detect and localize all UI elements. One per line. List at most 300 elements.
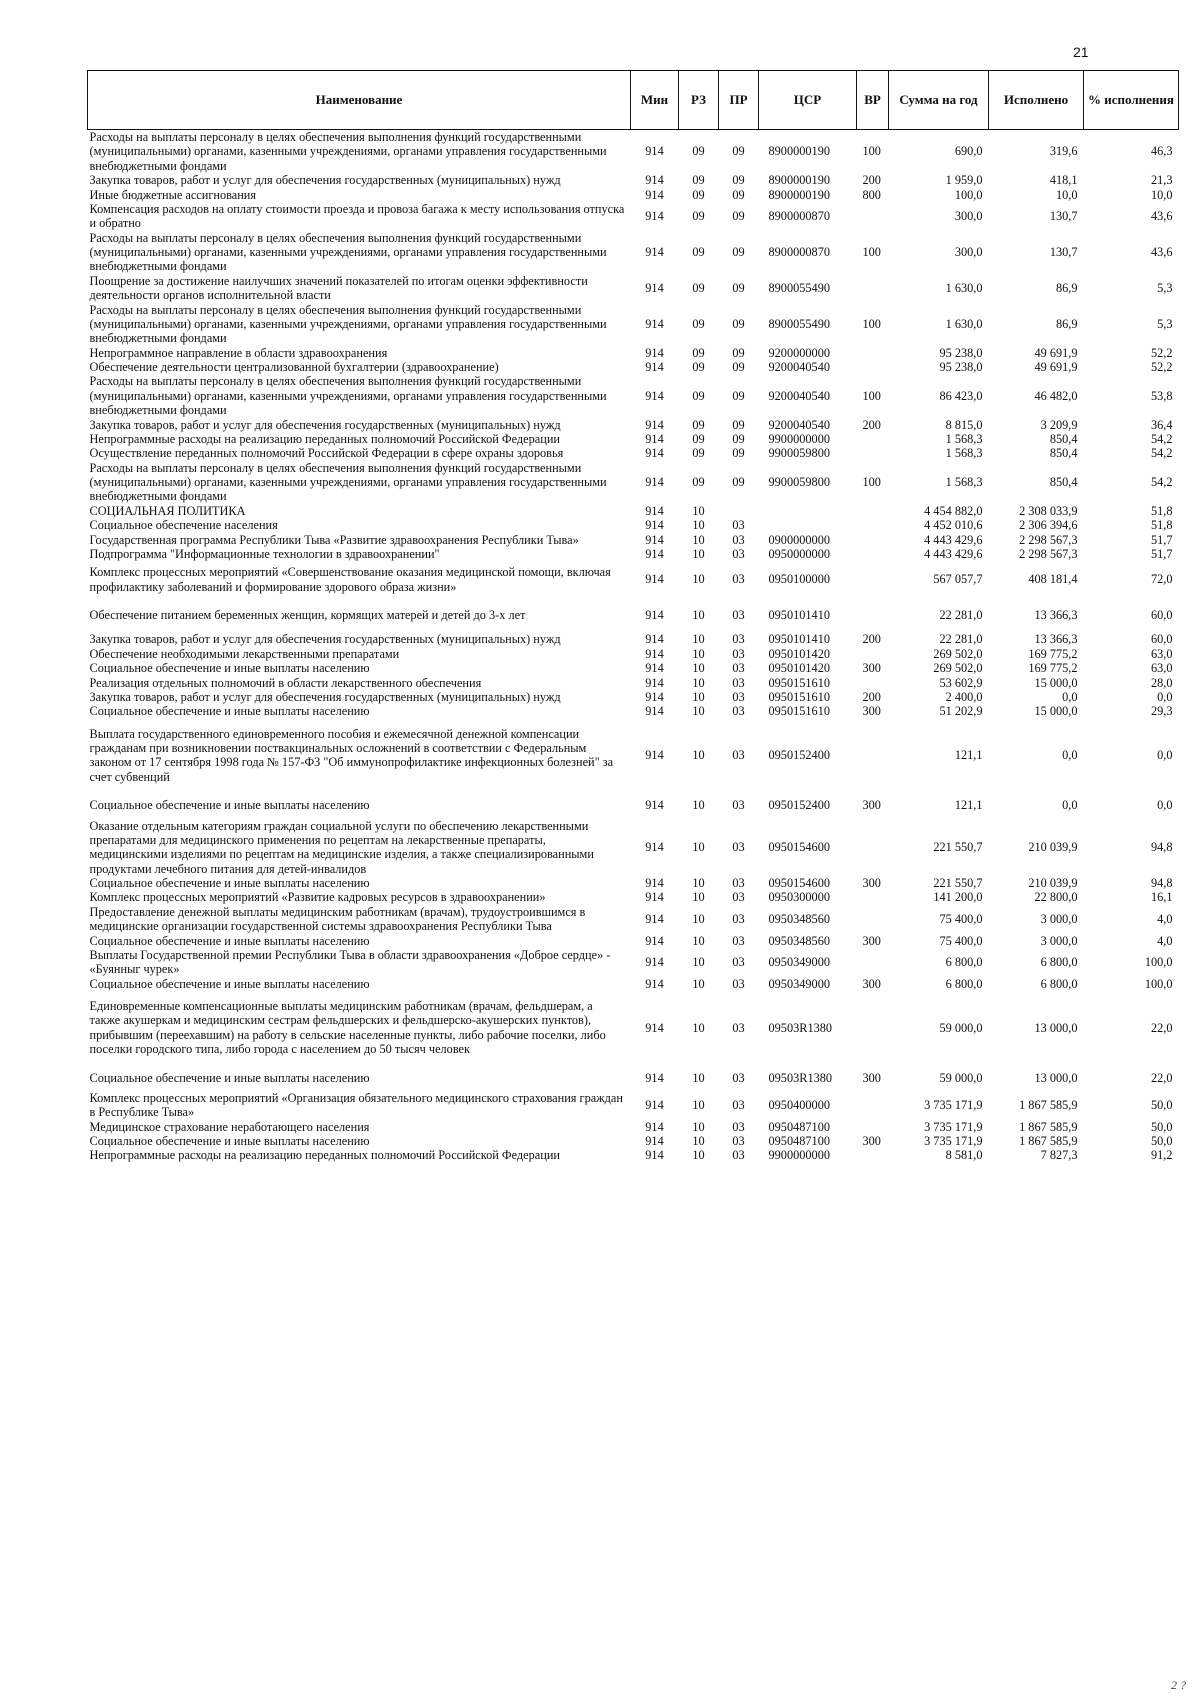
cell-name: Закупка товаров, работ и услуг для обеспечения государственных (муниципальных) нужд <box>89 173 561 188</box>
cell-rz: 10 <box>692 840 705 855</box>
cell-pr: 03 <box>732 646 745 661</box>
cell-pct: 100,0 <box>1144 976 1173 991</box>
cell-vr <box>857 274 889 303</box>
cell-min: 914 <box>645 503 664 518</box>
cell-pct: 0,0 <box>1157 748 1173 763</box>
table-row <box>88 1134 1179 1148</box>
cell-name: Комплекс процессных мероприятий «Совершенствование оказания медицинской помощи, включая профилактику заболеваний и формирование здорового образа жизни» <box>89 565 611 594</box>
table-row <box>88 432 1179 446</box>
cell-done: 46 482,0 <box>1034 388 1078 403</box>
cell-sum: 100,0 <box>954 187 983 202</box>
table-row <box>88 632 1179 646</box>
cell-sum: 269 502,0 <box>933 661 983 676</box>
cell-rz: 09 <box>692 280 705 295</box>
cell-name: Обеспечение деятельности централизованной бухгалтерии (здравоохранение) <box>89 360 499 374</box>
header-done: Исполнено <box>989 71 1084 130</box>
cell-csr: 0950101410 <box>768 608 830 622</box>
table-row <box>88 461 1179 504</box>
cell-sum: 1 959,0 <box>945 173 983 188</box>
cell-sum: 6 800,0 <box>945 955 983 970</box>
cell-pct: 63,0 <box>1150 646 1173 661</box>
cell-name: Социальное обеспечение и иные выплаты населению <box>89 704 370 719</box>
cell-done: 2 298 567,3 <box>1019 546 1078 561</box>
cell-rz: 10 <box>692 518 705 533</box>
cell-done: 13 366,3 <box>1034 632 1078 647</box>
cell-done: 2 298 567,3 <box>1019 532 1078 547</box>
table-row <box>88 360 1179 374</box>
cell-sum: 221 550,7 <box>933 876 983 890</box>
cell-vr <box>857 819 889 877</box>
cell-csr: 9900059800 <box>768 475 830 489</box>
cell-name: Подпрограмма "Информационные технологии в здравоохранении" <box>89 546 440 561</box>
header-rz: РЗ <box>679 71 719 130</box>
table-row <box>88 948 1179 977</box>
table-row <box>88 346 1179 360</box>
cell-sum: 121,1 <box>954 798 983 813</box>
table-row <box>88 173 1179 187</box>
cell-name: Социальное обеспечение и иные выплаты населению <box>89 976 370 991</box>
cell-min: 914 <box>645 546 664 561</box>
cell-min: 914 <box>645 1148 664 1163</box>
cell-name: Закупка товаров, работ и услуг для обеспечения государственных (муниципальных) нужд <box>89 417 561 432</box>
cell-rz: 10 <box>692 1070 705 1085</box>
header-csr: ЦСР <box>759 71 857 130</box>
cell-pr: 09 <box>732 431 745 446</box>
cell-vr: 300 <box>862 933 881 948</box>
cell-pct: 43,6 <box>1150 209 1173 224</box>
cell-done: 319,6 <box>1049 144 1078 159</box>
cell-name: Расходы на выплаты персоналу в целях обеспечения выполнения функций государственными (муниципальными) органами, казенными учреждениями, органами управления государственными внебюджетными фондами <box>89 130 607 173</box>
corner-mark: 2 ? <box>1171 1678 1186 1692</box>
cell-csr: 8900000190 <box>768 173 830 188</box>
cell-done: 15 000,0 <box>1034 704 1078 719</box>
cell-sum: 269 502,0 <box>933 646 983 661</box>
cell-csr: 0950000000 <box>768 546 830 561</box>
cell-done: 0,0 <box>1062 689 1078 704</box>
cell-pr <box>719 504 759 518</box>
table-row <box>88 446 1179 460</box>
cell-min: 914 <box>645 144 664 159</box>
cell-rz: 09 <box>692 209 705 224</box>
cell-vr: 800 <box>862 187 881 202</box>
cell-name: Расходы на выплаты персоналу в целях обеспечения выполнения функций государственными (муниципальными) органами, казенными учреждениями, органами управления государственными внебюджетными фондами <box>89 302 607 346</box>
cell-sum: 300,0 <box>954 209 983 224</box>
cell-name: Единовременные компенсационные выплаты медицинским работникам (врачам, фельдшерам, а также акушеркам и медицинским сестрам фельдшерских и фельдшерско-акушерских пунктов), прибывшим (переехавшим) на работу в сельские населенные пункты, либо рабочие поселки, либо поселки городского типа, либо города с населением до 50 тысяч человек <box>89 999 606 1057</box>
cell-pct: 52,2 <box>1150 345 1173 360</box>
cell-sum: 1 568,3 <box>945 475 983 489</box>
header-pct: % исполнения <box>1084 71 1179 130</box>
cell-csr: 0950101420 <box>768 661 830 676</box>
cell-min: 914 <box>645 933 664 948</box>
cell-name: Непрограммные расходы на реализацию переданных полномочий Российской Федерации <box>89 431 560 446</box>
cell-sum: 75 400,0 <box>939 933 983 948</box>
cell-sum: 1 630,0 <box>945 280 983 295</box>
cell-sum: 75 400,0 <box>939 911 983 926</box>
cell-vr <box>857 561 889 598</box>
cell-name: Расходы на выплаты персоналу в целях обеспечения выполнения функций государственными (муниципальными) органами, казенными учреждениями, органами управления государственными внебюджетными фондами <box>89 374 607 418</box>
cell-name: Социальное обеспечение и иные выплаты населению <box>89 1070 370 1085</box>
cell-pr: 03 <box>732 704 745 719</box>
table-row <box>88 274 1179 303</box>
cell-vr <box>857 432 889 446</box>
cell-min: 914 <box>645 646 664 661</box>
cell-csr: 9200040540 <box>768 388 830 403</box>
cell-csr: 9900059800 <box>768 446 830 461</box>
cell-vr <box>857 547 889 561</box>
cell-rz: 10 <box>692 1134 705 1148</box>
cell-sum: 300,0 <box>954 245 983 259</box>
cell-min: 914 <box>645 388 664 403</box>
table-row <box>88 676 1179 690</box>
cell-pr: 03 <box>732 1119 745 1134</box>
cell-done: 850,4 <box>1049 475 1078 489</box>
cell-rz: 10 <box>692 689 705 704</box>
cell-sum: 141 200,0 <box>933 890 983 905</box>
cell-rz: 09 <box>692 360 705 374</box>
table-row <box>88 504 1179 518</box>
table-row <box>88 188 1179 202</box>
cell-csr: 0950151610 <box>768 689 830 704</box>
cell-done: 15 000,0 <box>1034 675 1078 690</box>
cell-rz: 10 <box>692 1119 705 1134</box>
cell-vr <box>857 202 889 231</box>
cell-pr: 03 <box>732 1070 745 1085</box>
cell-pct: 60,0 <box>1150 608 1173 622</box>
cell-pr: 09 <box>732 209 745 224</box>
table-row <box>88 1120 1179 1134</box>
cell-name: Государственная программа Республики Тыва «Развитие здравоохранения Республики Тыва» <box>89 532 579 547</box>
cell-done: 0,0 <box>1062 748 1078 763</box>
cell-done: 86,9 <box>1055 316 1078 331</box>
page-number: 21 <box>1073 44 1089 60</box>
cell-pr: 03 <box>732 955 745 970</box>
cell-name: Непрограммные расходы на реализацию переданных полномочий Российской Федерации <box>89 1148 560 1163</box>
cell-done: 169 775,2 <box>1028 661 1078 676</box>
cell-csr: 9200040540 <box>768 360 830 374</box>
cell-rz: 09 <box>692 431 705 446</box>
cell-pr: 09 <box>732 144 745 159</box>
cell-csr: 9200040540 <box>768 417 830 432</box>
cell-rz: 10 <box>692 632 705 647</box>
cell-vr: 300 <box>862 1134 881 1148</box>
cell-name: Комплекс процессных мероприятий «Развитие кадровых ресурсов в здравоохранении» <box>89 890 546 905</box>
cell-done: 408 181,4 <box>1028 572 1078 587</box>
cell-min: 914 <box>645 245 664 259</box>
cell-rz: 10 <box>692 876 705 890</box>
cell-done: 6 800,0 <box>1040 955 1078 970</box>
cell-name: Расходы на выплаты персоналу в целях обеспечения выполнения функций государственными (муниципальными) органами, казенными учреждениями, органами управления государственными внебюджетными фондами <box>89 230 607 274</box>
cell-pct: 51,8 <box>1150 518 1173 533</box>
cell-rz: 10 <box>692 572 705 587</box>
cell-csr: 09503R1380 <box>768 1070 833 1085</box>
cell-rz: 10 <box>692 675 705 690</box>
table-row <box>88 418 1179 432</box>
cell-csr: 8900000190 <box>768 144 830 159</box>
cell-sum: 3 735 171,9 <box>924 1134 983 1148</box>
cell-vr <box>857 360 889 374</box>
cell-name: Выплата государственного единовременного пособия и ежемесячной денежной компенсации гражданам при возникновении поствакцинальных осложнений в соответствии с Федеральным законом от 17 сентября 1998 года № 157-ФЗ "Об иммунопрофилактике инфекционных болезней" за счет субвенций <box>89 726 614 784</box>
cell-pr: 09 <box>732 475 745 489</box>
cell-name: Обеспечение питанием беременных женщин, кормящих матерей и детей до 3-х лет <box>89 608 526 622</box>
cell-pr: 09 <box>732 245 745 259</box>
cell-pr: 03 <box>732 1020 745 1035</box>
header-sum: Сумма на год <box>889 71 989 130</box>
cell-csr: 8900000190 <box>768 187 830 202</box>
cell-name: Медицинское страхование неработающего населения <box>89 1119 370 1134</box>
cell-done: 1 867 585,9 <box>1019 1098 1078 1113</box>
cell-vr <box>857 346 889 360</box>
table-row <box>88 819 1179 877</box>
cell-name: Оказание отдельным категориям граждан социальной услуги по обеспечению лекарственными препаратами для медицинского применения по рецептам на лекарственные препараты, медицинскими изделиями по рецептам на медицинские изделия, а также специализированными продуктами лечебного питания для детей-инвалидов <box>89 818 594 876</box>
cell-min: 914 <box>645 1134 664 1148</box>
table-row <box>88 1065 1179 1091</box>
cell-rz: 10 <box>692 704 705 719</box>
cell-rz: 10 <box>692 546 705 561</box>
cell-csr <box>759 504 857 518</box>
cell-min: 914 <box>645 890 664 905</box>
cell-done: 2 308 033,9 <box>1019 503 1078 518</box>
cell-done: 22 800,0 <box>1034 890 1078 905</box>
cell-pr: 03 <box>732 976 745 991</box>
cell-min: 914 <box>645 608 664 622</box>
cell-vr: 300 <box>862 798 881 813</box>
table-row <box>88 647 1179 661</box>
cell-done: 6 800,0 <box>1040 976 1078 991</box>
cell-pr: 03 <box>732 1148 745 1163</box>
cell-csr: 0950152400 <box>768 748 830 763</box>
cell-min: 914 <box>645 360 664 374</box>
cell-pct: 94,8 <box>1150 840 1173 855</box>
cell-min: 914 <box>645 748 664 763</box>
cell-min: 914 <box>645 518 664 533</box>
cell-done: 1 867 585,9 <box>1019 1119 1078 1134</box>
cell-pct: 50,0 <box>1150 1119 1173 1134</box>
cell-rz: 10 <box>692 661 705 676</box>
cell-name: Расходы на выплаты персоналу в целях обеспечения выполнения функций государственными (муниципальными) органами, казенными учреждениями, органами управления государственными внебюджетными фондами <box>89 460 607 504</box>
cell-csr: 0950348560 <box>768 933 830 948</box>
cell-sum: 1 568,3 <box>945 446 983 461</box>
cell-name: Поощрение за достижение наилучших значений показателей по итогам оценки эффективности деятельности органов исполнительной власти <box>89 273 588 303</box>
cell-vr <box>857 1120 889 1134</box>
cell-sum: 86 423,0 <box>939 388 983 403</box>
cell-pct: 4,0 <box>1157 911 1173 926</box>
cell-sum: 1 568,3 <box>945 431 983 446</box>
cell-name: Предоставление денежной выплаты медицинским работникам (врачам), трудоустроившимся в медицинские организации государственной системы здравоохранения Республики Тыва <box>89 904 586 934</box>
cell-done: 10,0 <box>1055 187 1078 202</box>
cell-pr: 09 <box>732 446 745 461</box>
cell-done: 13 000,0 <box>1034 1070 1078 1085</box>
cell-csr: 0950487100 <box>768 1134 830 1148</box>
cell-name: Осуществление переданных полномочий Российской Федерации в сфере охраны здоровья <box>89 446 564 461</box>
cell-min: 914 <box>645 475 664 489</box>
cell-sum: 567 057,7 <box>933 572 983 587</box>
cell-done: 850,4 <box>1049 446 1078 461</box>
cell-rz: 10 <box>692 911 705 926</box>
cell-csr <box>759 518 857 532</box>
cell-done: 0,0 <box>1062 798 1078 813</box>
cell-rz: 10 <box>692 933 705 948</box>
cell-sum: 22 281,0 <box>939 632 983 647</box>
cell-csr: 0950154600 <box>768 876 830 890</box>
cell-pct: 54,2 <box>1150 475 1173 489</box>
cell-min: 914 <box>645 209 664 224</box>
cell-sum: 8 581,0 <box>945 1148 983 1163</box>
cell-name: Комплекс процессных мероприятий «Организация обязательного медицинского страхования граждан в Республике Тыва» <box>89 1090 623 1120</box>
cell-name: Социальное обеспечение и иные выплаты населению <box>89 933 370 948</box>
cell-pct: 72,0 <box>1150 572 1173 587</box>
cell-pr: 03 <box>732 661 745 676</box>
cell-sum: 121,1 <box>954 748 983 763</box>
cell-vr: 300 <box>862 976 881 991</box>
cell-done: 130,7 <box>1049 245 1078 259</box>
cell-pr: 03 <box>732 876 745 890</box>
cell-done: 850,4 <box>1049 431 1078 446</box>
cell-pct: 0,0 <box>1157 689 1173 704</box>
cell-pct: 46,3 <box>1150 144 1173 159</box>
cell-rz: 10 <box>692 608 705 622</box>
cell-min: 914 <box>645 173 664 188</box>
cell-sum: 59 000,0 <box>939 1020 983 1035</box>
cell-pr: 03 <box>732 608 745 622</box>
cell-pr: 03 <box>732 689 745 704</box>
cell-vr: 200 <box>862 173 881 188</box>
cell-pr: 03 <box>732 798 745 813</box>
cell-csr: 0950152400 <box>768 798 830 813</box>
header-name: Наименование <box>88 71 631 130</box>
header-vr: ВР <box>857 71 889 130</box>
cell-done: 3 000,0 <box>1040 933 1078 948</box>
cell-pct: 5,3 <box>1157 280 1173 295</box>
cell-pr: 03 <box>732 675 745 690</box>
cell-csr: 9200000000 <box>768 345 830 360</box>
table-row <box>88 876 1179 890</box>
cell-min: 914 <box>645 187 664 202</box>
cell-name: Социальное обеспечение и иные выплаты населению <box>89 1134 370 1148</box>
table-row <box>88 661 1179 675</box>
cell-pct: 29,3 <box>1150 704 1173 719</box>
cell-vr: 100 <box>862 475 881 489</box>
cell-done: 130,7 <box>1049 209 1078 224</box>
cell-done: 2 306 394,6 <box>1019 518 1078 533</box>
cell-name: Закупка товаров, работ и услуг для обеспечения государственных (муниципальных) нужд <box>89 632 561 647</box>
cell-min: 914 <box>645 876 664 890</box>
cell-pr: 03 <box>732 572 745 587</box>
cell-vr: 200 <box>862 689 881 704</box>
cell-name: Реализация отдельных полномочий в области лекарственного обеспечения <box>89 675 482 690</box>
cell-min: 914 <box>645 689 664 704</box>
cell-name: Закупка товаров, работ и услуг для обеспечения государственных (муниципальных) нужд <box>89 689 561 704</box>
table-row <box>88 704 1179 718</box>
cell-done: 49 691,9 <box>1034 345 1078 360</box>
cell-vr: 300 <box>862 704 881 719</box>
cell-min: 914 <box>645 1070 664 1085</box>
cell-sum: 95 238,0 <box>939 360 983 374</box>
cell-min: 914 <box>645 955 664 970</box>
cell-min: 914 <box>645 345 664 360</box>
cell-vr <box>857 1148 889 1162</box>
cell-csr: 8900055490 <box>768 280 830 295</box>
table-row <box>88 1148 1179 1162</box>
table-row <box>88 905 1179 934</box>
cell-done: 3 209,9 <box>1040 417 1078 432</box>
cell-csr: 8900000870 <box>768 209 830 224</box>
cell-done: 3 000,0 <box>1040 911 1078 926</box>
cell-pct: 51,8 <box>1150 503 1173 518</box>
cell-done: 49 691,9 <box>1034 360 1078 374</box>
cell-vr: 100 <box>862 144 881 159</box>
cell-vr <box>857 647 889 661</box>
cell-min: 914 <box>645 532 664 547</box>
cell-pr: 03 <box>732 911 745 926</box>
cell-csr: 9900000000 <box>768 1148 830 1163</box>
cell-pr: 03 <box>732 933 745 948</box>
cell-pr: 03 <box>732 632 745 647</box>
cell-vr: 100 <box>862 388 881 403</box>
cell-vr <box>857 905 889 934</box>
cell-rz: 09 <box>692 316 705 331</box>
cell-min: 914 <box>645 446 664 461</box>
cell-pr: 03 <box>732 546 745 561</box>
cell-pct: 22,0 <box>1150 1020 1173 1035</box>
cell-sum: 6 800,0 <box>945 976 983 991</box>
cell-pct: 54,2 <box>1150 446 1173 461</box>
cell-pct: 36,4 <box>1150 417 1173 432</box>
cell-rz: 10 <box>692 1098 705 1113</box>
cell-done: 418,1 <box>1049 173 1078 188</box>
cell-min: 914 <box>645 1020 664 1035</box>
cell-pct: 91,2 <box>1150 1148 1173 1163</box>
cell-csr: 0950151610 <box>768 704 830 719</box>
cell-done: 13 366,3 <box>1034 608 1078 622</box>
cell-pr: 03 <box>732 1098 745 1113</box>
cell-vr <box>857 1091 889 1120</box>
cell-rz: 09 <box>692 417 705 432</box>
cell-sum: 4 454 882,0 <box>924 503 983 518</box>
cell-rz: 10 <box>692 748 705 763</box>
cell-vr: 300 <box>862 1070 881 1085</box>
cell-sum: 4 443 429,6 <box>924 546 983 561</box>
cell-vr <box>857 991 889 1065</box>
cell-sum: 95 238,0 <box>939 345 983 360</box>
cell-csr: 0950348560 <box>768 911 830 926</box>
cell-pct: 51,7 <box>1150 546 1173 561</box>
cell-done: 86,9 <box>1055 280 1078 295</box>
table-row <box>88 690 1179 704</box>
cell-vr: 100 <box>862 245 881 259</box>
cell-vr: 300 <box>862 661 881 676</box>
cell-vr <box>857 446 889 460</box>
cell-name: Обеспечение необходимыми лекарственными препаратами <box>89 646 400 661</box>
cell-done: 7 827,3 <box>1040 1148 1078 1163</box>
cell-name: Иные бюджетные ассигнования <box>89 187 257 202</box>
cell-sum: 53 602,9 <box>939 675 983 690</box>
cell-sum: 1 630,0 <box>945 316 983 331</box>
cell-csr: 0900000000 <box>768 532 830 547</box>
cell-done: 169 775,2 <box>1028 646 1078 661</box>
cell-sum: 690,0 <box>954 144 983 159</box>
cell-sum: 59 000,0 <box>939 1070 983 1085</box>
cell-csr: 0950349000 <box>768 955 830 970</box>
cell-rz: 10 <box>692 976 705 991</box>
cell-pct: 21,3 <box>1150 173 1173 188</box>
cell-min: 914 <box>645 661 664 676</box>
cell-sum: 4 443 429,6 <box>924 532 983 547</box>
cell-min: 914 <box>645 316 664 331</box>
cell-rz: 09 <box>692 345 705 360</box>
cell-vr <box>857 890 889 904</box>
cell-rz: 09 <box>692 388 705 403</box>
cell-pr: 09 <box>732 187 745 202</box>
